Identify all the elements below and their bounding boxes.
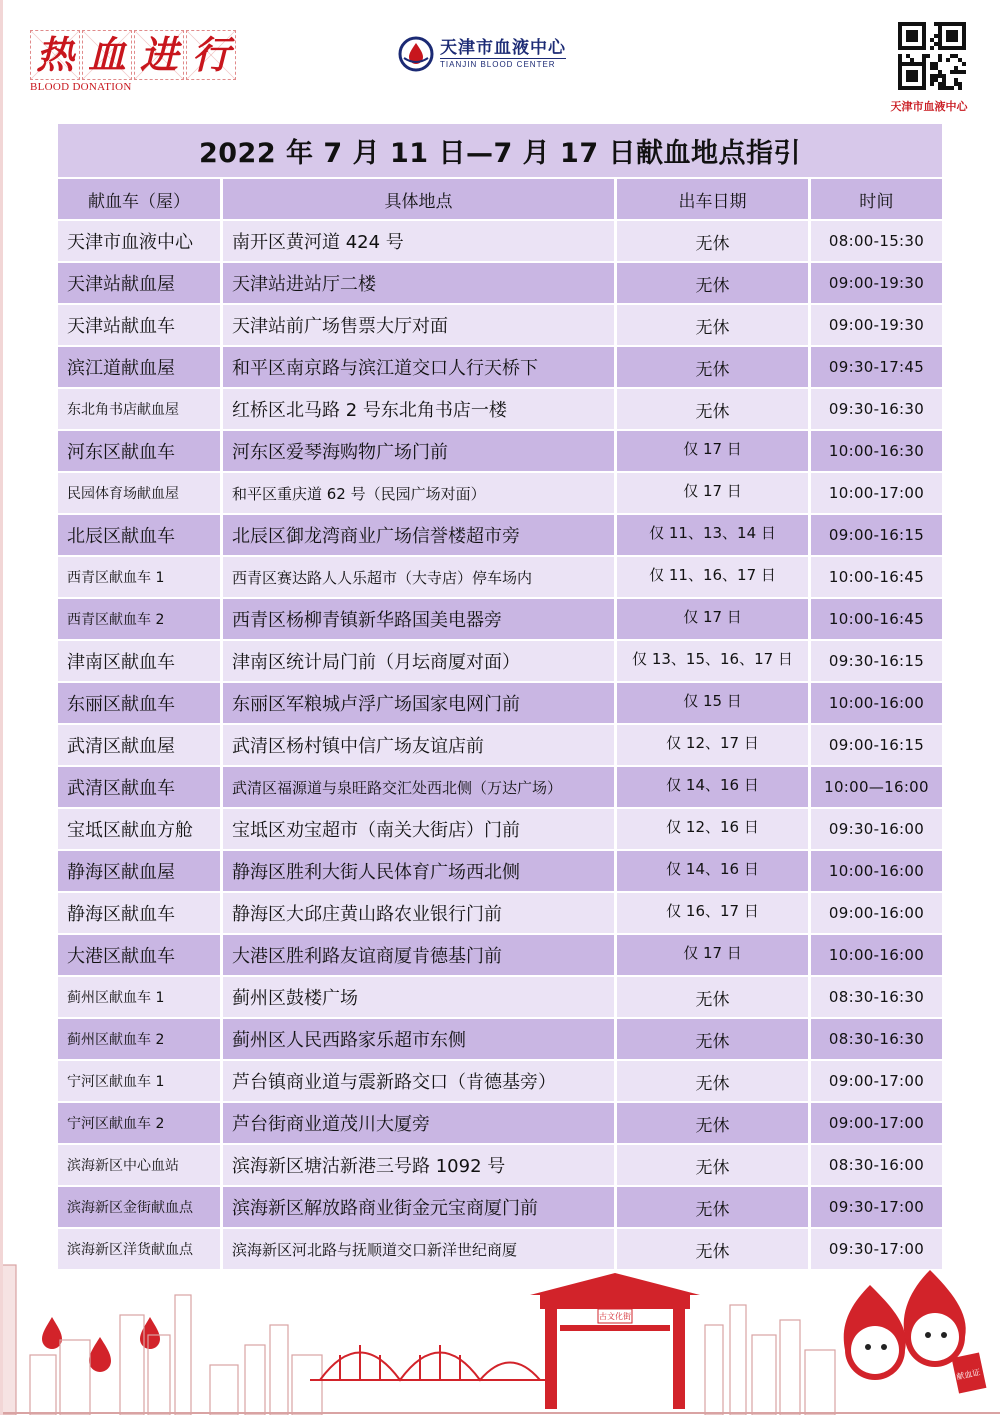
cell-station-name: 静海区献血屋 [58,851,220,891]
brand-char: 血 [82,30,132,80]
cell-dates: 仅 15 日 [617,683,808,723]
table-row [58,599,942,639]
cell-address: 和平区南京路与滨江道交口人行天桥下 [223,347,614,387]
cell-time: 10:00-16:45 [811,557,942,597]
cell-station-name: 蓟州区献血车 1 [58,977,220,1017]
cell-address: 芦台镇商业道与震新路交口（肯德基旁） [223,1061,614,1101]
cell-dates: 仅 17 日 [617,473,808,513]
blood-drop-logo-icon [398,36,434,72]
qr-block [880,22,978,114]
cell-address: 滨海新区解放路商业街金元宝商厦门前 [223,1187,614,1227]
table-row [58,473,942,513]
cell-dates: 仅 14、16 日 [617,851,808,891]
cell-dates: 仅 11、16、17 日 [617,557,808,597]
table-row [58,1145,942,1185]
qr-caption: 天津市血液中心 [890,100,968,113]
cell-dates: 无休 [617,1229,808,1269]
cell-address: 北辰区御龙湾商业广场信誉楼超市旁 [223,515,614,555]
column-header-time: 时间 [811,179,942,219]
table-row [58,851,942,891]
cell-dates: 无休 [617,263,808,303]
cell-time: 10:00-16:45 [811,599,942,639]
cell-time: 08:00-15:30 [811,221,942,261]
brand-char: 热 [30,30,80,80]
gate-plaque-text: 古文化街 [599,1312,631,1321]
cell-address: 静海区胜利大街人民体育广场西北侧 [223,851,614,891]
cell-time: 10:00-16:00 [811,851,942,891]
table-row [58,221,942,261]
cell-time: 08:30-16:00 [811,1145,942,1185]
cell-time: 10:00-16:00 [811,683,942,723]
cell-address: 津南区统计局门前（月坛商厦对面） [223,641,614,681]
cell-time: 10:00-16:00 [811,935,942,975]
cell-address: 南开区黄河道 424 号 [223,221,614,261]
cell-dates: 无休 [617,389,808,429]
cell-dates: 仅 17 日 [617,431,808,471]
table-row [58,557,942,597]
cell-address: 滨海新区塘沽新港三号路 1092 号 [223,1145,614,1185]
cell-address: 武清区福源道与泉旺路交汇处西北侧（万达广场） [223,767,614,807]
cell-dates: 无休 [617,305,808,345]
brand-logo [30,30,245,92]
cell-time: 09:30-17:00 [811,1187,942,1227]
cell-station-name: 天津站献血屋 [58,263,220,303]
cell-time: 09:30-17:00 [811,1229,942,1269]
cell-station-name: 宁河区献血车 2 [58,1103,220,1143]
table-row [58,683,942,723]
cell-station-name: 天津市血液中心 [58,221,220,261]
blood-center-logo [398,34,566,74]
skyline-buildings-right [705,1305,835,1415]
logo-name-en: TIANJIN BLOOD CENTER [440,58,566,70]
cell-station-name: 滨海新区金街献血点 [58,1187,220,1227]
cell-station-name: 河东区献血车 [58,431,220,471]
cell-dates: 仅 17 日 [617,599,808,639]
cell-address: 河东区爱琴海购物广场门前 [223,431,614,471]
blood-drop-icon [140,1317,160,1349]
cell-station-name: 滨海新区中心血站 [58,1145,220,1185]
cell-dates: 无休 [617,221,808,261]
cell-time: 08:30-16:30 [811,977,942,1017]
cell-address: 和平区重庆道 62 号（民园广场对面） [223,473,614,513]
brand-subtitle: BLOOD DONATION [30,81,132,93]
cell-address: 武清区杨村镇中信广场友谊店前 [223,725,614,765]
table-row [58,767,942,807]
table-row [58,347,942,387]
mascot-sign-text: 献血证 [955,1367,982,1382]
cell-time: 10:00-17:00 [811,473,942,513]
cell-time: 09:30-16:00 [811,809,942,849]
cell-address: 芦台街商业道茂川大厦旁 [223,1103,614,1143]
cell-address: 红桥区北马路 2 号东北角书店一楼 [223,389,614,429]
brand-title [30,30,245,80]
cell-address: 滨海新区河北路与抚顺道交口新洋世纪商厦 [223,1229,614,1269]
table-row [58,809,942,849]
blood-drop-icon [89,1337,111,1372]
cell-station-name: 北辰区献血车 [58,515,220,555]
table-row [58,305,942,345]
cell-station-name: 武清区献血屋 [58,725,220,765]
cell-station-name: 津南区献血车 [58,641,220,681]
cell-time: 09:30-16:30 [811,389,942,429]
cell-time: 08:30-16:30 [811,1019,942,1059]
cell-address: 天津站前广场售票大厅对面 [223,305,614,345]
cell-station-name: 西青区献血车 2 [58,599,220,639]
cell-dates: 无休 [617,1145,808,1185]
table-row [58,893,942,933]
qr-code-icon[interactable] [898,22,966,90]
cell-station-name: 天津站献血车 [58,305,220,345]
cell-station-name: 民园体育场献血屋 [58,473,220,513]
table-row [58,977,942,1017]
cell-address: 天津站进站厅二楼 [223,263,614,303]
brand-char: 行 [186,30,236,80]
table-row [58,1187,942,1227]
cell-time: 09:30-17:45 [811,347,942,387]
cell-station-name: 西青区献血车 1 [58,557,220,597]
cell-station-name: 滨海新区洋货献血点 [58,1229,220,1269]
cell-dates: 无休 [617,1061,808,1101]
cell-address: 蓟州区人民西路家乐超市东侧 [223,1019,614,1059]
bridge-illustration [310,1345,545,1380]
mascot-illustration [844,1270,987,1394]
cell-dates: 仅 14、16 日 [617,767,808,807]
table-row [58,1103,942,1143]
cell-address: 西青区赛达路人人乐超市（大寺店）停车场内 [223,557,614,597]
cell-time: 09:00-17:00 [811,1103,942,1143]
cell-address: 东丽区军粮城卢浮广场国家电网门前 [223,683,614,723]
table-title-bar [58,124,942,177]
cell-time: 09:00-17:00 [811,1061,942,1101]
cell-dates: 仅 12、16 日 [617,809,808,849]
cell-address: 静海区大邱庄黄山路农业银行门前 [223,893,614,933]
cell-time: 09:00-19:30 [811,263,942,303]
left-border-accent [0,0,10,1415]
cell-time: 09:00-16:15 [811,725,942,765]
city-skyline-illustration [0,1255,1000,1415]
cell-station-name: 蓟州区献血车 2 [58,1019,220,1059]
table-title: 2022 年 7 月 11 日—7 月 17 日献血地点指引 [198,138,802,169]
cell-station-name: 东北角书店献血屋 [58,389,220,429]
cell-time: 09:00-19:30 [811,305,942,345]
table-row [58,1019,942,1059]
logo-name-cn: 天津市血液中心 [440,38,566,58]
table-row [58,389,942,429]
cell-dates: 仅 16、17 日 [617,893,808,933]
cell-station-name: 静海区献血车 [58,893,220,933]
cell-dates: 仅 12、17 日 [617,725,808,765]
table-body [58,221,942,1269]
column-header-address: 具体地点 [223,179,614,219]
brand-char: 进 [134,30,184,80]
cell-station-name: 东丽区献血车 [58,683,220,723]
cell-dates: 仅 11、13、14 日 [617,515,808,555]
cell-time: 09:30-16:15 [811,641,942,681]
table-header-row [58,179,942,219]
cell-dates: 无休 [617,977,808,1017]
cell-time: 09:00-16:00 [811,893,942,933]
table-row [58,515,942,555]
cell-address: 西青区杨柳青镇新华路国美电器旁 [223,599,614,639]
cell-dates: 无休 [617,1019,808,1059]
cell-dates: 仅 17 日 [617,935,808,975]
cell-dates: 仅 13、15、16、17 日 [617,641,808,681]
cell-dates: 无休 [617,347,808,387]
cell-time: 09:00-16:15 [811,515,942,555]
cell-station-name: 宝坻区献血方舱 [58,809,220,849]
cell-address: 宝坻区劝宝超市（南关大街店）门前 [223,809,614,849]
cell-station-name: 武清区献血车 [58,767,220,807]
table-row [58,263,942,303]
cell-time: 10:00-16:30 [811,431,942,471]
cell-address: 大港区胜利路友谊商厦肯德基门前 [223,935,614,975]
column-header-name: 献血车（屋） [58,179,220,219]
cell-dates: 无休 [617,1103,808,1143]
cell-station-name: 宁河区献血车 1 [58,1061,220,1101]
schedule-table [58,124,942,1271]
cell-station-name: 滨江道献血屋 [58,347,220,387]
table-row [58,431,942,471]
table-row [58,935,942,975]
column-header-dates: 出车日期 [617,179,808,219]
cell-address: 蓟州区鼓楼广场 [223,977,614,1017]
table-row [58,641,942,681]
blood-drop-icon [42,1317,62,1349]
cell-station-name: 大港区献血车 [58,935,220,975]
cell-dates: 无休 [617,1187,808,1227]
archway-gate-illustration [530,1273,700,1409]
table-row [58,1061,942,1101]
table-row [58,725,942,765]
cell-time: 10:00—16:00 [811,767,942,807]
